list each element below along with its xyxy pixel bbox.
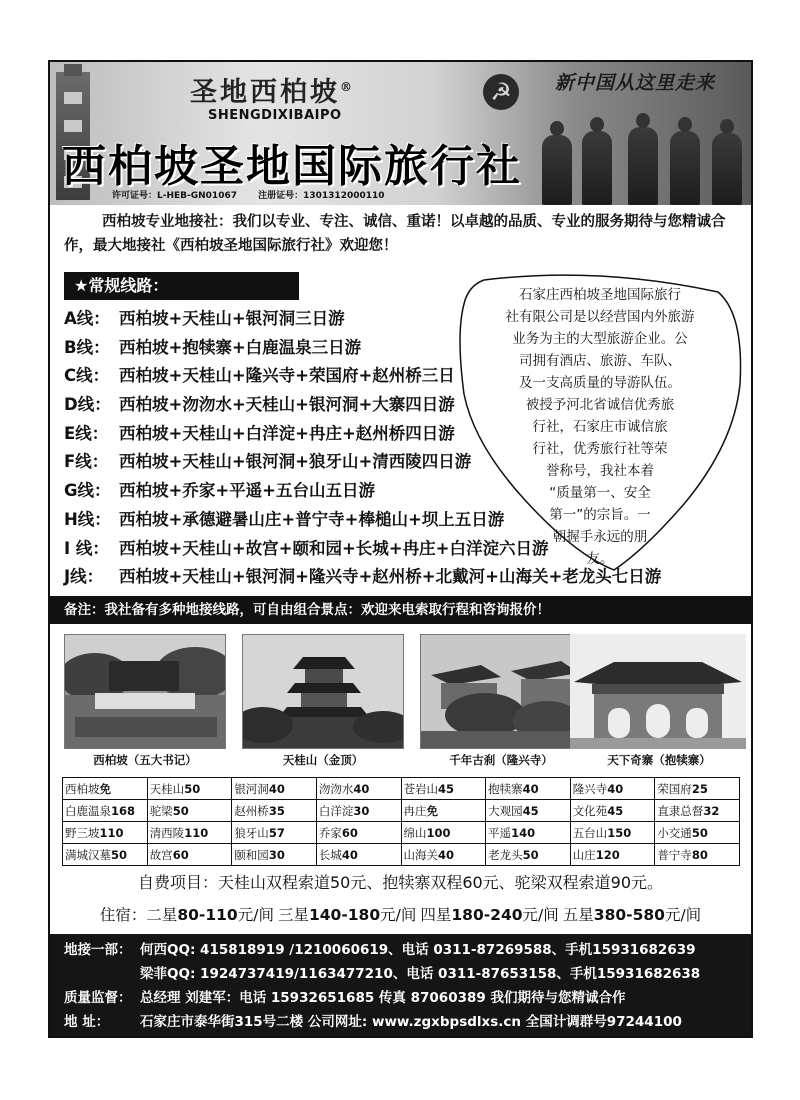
route-code: C线： [64,366,110,386]
price-cell [655,822,740,844]
price-cell [570,844,655,866]
price-range: 80-110 [177,906,238,924]
price-range: 380-580 [593,906,665,924]
attraction-name: 银河洞 [234,781,269,796]
ticket-price: 40 [353,781,370,796]
contact-row [64,986,751,1010]
attraction-name: 山海关 [403,847,438,862]
contact-value: 梁菲QQ: 1924737419/1163477210、电话 0311-87653158、手机15931682638 [140,966,701,982]
ticket-price: 45 [522,803,539,818]
license-line [112,188,403,201]
ticket-price: 50 [184,781,201,796]
price-cell [401,800,486,822]
routes-heading: ★常规线路： [64,272,299,300]
price-unit: 元/间 [664,906,702,924]
price-row [63,822,740,844]
company-text-line: 第一”的宗旨。一 [549,507,651,523]
attraction-name: 苍岩山 [403,781,438,796]
route-text: 西柏坡+乔家+平遥+五台山五日游 [119,481,375,501]
price-cell [316,844,401,866]
route-code: I 线： [64,538,109,558]
star-level: 二星 [146,906,178,924]
price-cell [316,822,401,844]
register-number: 注册证号：1301312000110 [258,191,385,201]
ticket-price: 25 [691,781,708,796]
photo-caption: 天桂山（金顶） [282,753,364,767]
attraction-name: 绵山 [403,825,427,840]
price-cell [486,822,571,844]
route-code: F线： [64,452,109,472]
price-cell [401,822,486,844]
price-row [63,778,740,800]
route-text: 西柏坡+天桂山+白洋淀+冉庄+赵州桥四日游 [119,423,455,443]
stay-label: 住宿： [99,906,147,924]
company-text-line: 石家庄西柏坡圣地国际旅行 [519,287,681,303]
stay-item [420,906,558,924]
attraction-name: 乔家 [318,825,342,840]
stay-item [278,906,416,924]
ticket-price: 40 [268,781,285,796]
price-cell [316,800,401,822]
photo-tianguishan [242,634,404,749]
attraction-name: 白洋淀 [318,803,354,818]
attraction-name: 故宫 [149,847,173,862]
star-level: 五星 [562,906,594,924]
contact-value: 总经理 刘建军：电话 15932651685 传真 87060389 我们期待与您精诚合作 [140,990,626,1006]
attraction-name: 狼牙山 [234,825,269,840]
price-cell [655,778,740,800]
ticket-price: 30 [353,803,370,818]
company-text-line: 誉称号，我社本着 [546,463,654,479]
attraction-name: 沕沕水 [318,781,354,796]
ticket-price: 35 [268,803,285,818]
ticket-price: 57 [268,825,285,840]
contact-row [64,938,751,962]
ticket-price: 免 [426,803,438,818]
photo-caption: 西柏坡（五大书记） [93,753,197,767]
route-text: 西柏坡+天桂山+隆兴寺+荣国府+赵州桥三日 [119,366,455,386]
photo-baoduzhai [570,634,746,749]
ticket-price: 60 [341,825,358,840]
company-text-line: 朝握手永远的朋 [552,529,648,545]
ticket-price: 40 [522,781,539,796]
route-text: 西柏坡+承德避暑山庄+普宁寺+棒槌山+坝上五日游 [119,509,505,529]
price-range: 180-240 [451,906,523,924]
price-cell [570,800,655,822]
price-cell [232,778,317,800]
price-cell [570,822,655,844]
contact-value: 石家庄市泰华街315号二楼 公司网址: www.zgxbpsdlxs.cn 全国计调群号97244100 [140,1014,682,1030]
attraction-name: 隆兴寺 [572,781,608,796]
ticket-price: 50 [691,825,708,840]
attraction-name: 长城 [318,847,342,862]
company-text [480,284,720,570]
company-text-line: 业务为主的大型旅游企业。公 [512,331,688,347]
price-cell [147,778,232,800]
ticket-price: 45 [607,803,624,818]
price-cell [232,822,317,844]
price-cell [63,778,148,800]
stay-item [146,906,274,924]
attraction-name: 山庄 [572,847,596,862]
attraction-name: 大观园 [488,803,523,818]
calligraphy-slogan: 新中国从这里走来 [555,72,716,94]
price-unit: 元/间 [380,906,417,924]
optional-items: 自费项目：天桂山双程索道50元、抱犊寨双程60元、驼梁双程索道90元。 [137,873,664,892]
ticket-price: 80 [691,847,708,862]
price-cell [486,800,571,822]
route-text: 西柏坡+天桂山+银河洞+隆兴寺+赵州桥+北戴河+山海关+老龙头七日游 [119,567,662,587]
price-cell [147,844,232,866]
attraction-name: 满城汉墓 [65,847,111,862]
attraction-name: 天桂山 [149,781,185,796]
company-text-line: 行社，石家庄市诚信旅 [532,419,668,435]
license-number: 许可证号：L-HEB-GN01067 [112,191,237,201]
ticket-price: 40 [438,847,455,862]
price-cell [486,778,571,800]
price-unit: 元/间 [237,906,274,924]
ticket-price: 110 [184,825,209,840]
price-row [63,844,740,866]
route-code: B线： [64,337,110,357]
attraction-name: 野三坡 [65,825,100,840]
route-code: G线： [64,481,111,501]
price-cell [63,800,148,822]
photo-longxingsi [420,634,582,749]
route-text: 西柏坡+抱犊寨+白鹿温泉三日游 [119,337,362,357]
ticket-price: 免 [99,781,111,796]
attraction-name: 赵州桥 [234,803,269,818]
ticket-price: 30 [268,847,285,862]
attraction-name: 西柏坡 [65,781,100,796]
ticket-price: 100 [426,825,451,840]
ticket-price: 50 [111,847,128,862]
route-code: H线： [64,509,111,529]
accommodation-prices [50,900,751,930]
attraction-name: 冉庄 [403,803,427,818]
company-text-line: 行社，优秀旅行社等荣 [532,441,668,457]
route-text: 西柏坡+天桂山+银河洞+狼牙山+清西陵四日游 [119,452,472,472]
ticket-price: 50 [522,847,539,862]
price-unit: 元/间 [522,906,559,924]
company-text-line: 及一支高质量的导游队伍。 [519,375,681,391]
ticket-price: 120 [595,847,620,862]
attraction-name: 老龙头 [488,847,523,862]
contact-row [64,962,751,986]
contact-label: 地 址： [64,1014,110,1030]
price-cell [63,822,148,844]
company-text-line: 友。 [586,551,614,567]
photo-xibaipo [64,634,226,749]
ticket-price: 140 [511,825,536,840]
contact-row [64,1010,751,1034]
company-text-line: 被授予河北省诚信优秀旅 [525,397,675,413]
contact-value: 何西QQ: 415818919 /1210060619、电话 0311-87269588、手机15931682639 [140,942,696,958]
price-row [63,800,740,822]
price-cell [232,800,317,822]
route-code: E线： [64,423,109,443]
attraction-name: 文化苑 [572,803,608,818]
route-text: 西柏坡+沕沕水+天桂山+银河洞+大寨四日游 [119,395,455,415]
ticket-price-table [62,777,740,866]
company-text-line: 社有限公司是以经营国内外旅游 [505,309,695,325]
route-text: 西柏坡+天桂山+故宫+颐和园+长城+冉庄+白洋淀六日游 [119,538,549,558]
ticket-price: 40 [341,847,358,862]
price-cell [486,844,571,866]
price-cell [147,822,232,844]
ticket-price: 150 [607,825,632,840]
price-range: 140-180 [308,906,381,924]
attraction-name: 颐和园 [234,847,269,862]
ticket-price: 110 [99,825,124,840]
price-cell [655,844,740,866]
note-bar: 备注：我社备有多种地接线路，可自由组合景点：欢迎来电索取行程和咨询报价！ [50,596,751,624]
ticket-price: 168 [111,803,136,818]
route-text: 西柏坡+天桂山+银河洞三日游 [119,309,345,328]
route-code: D线： [64,395,111,415]
attraction-name: 直隶总督 [657,803,704,818]
contact-block [50,934,751,1036]
ticket-price: 60 [172,847,189,862]
star-level: 四星 [420,906,452,924]
attraction-name: 荣国府 [657,781,692,796]
attraction-name: 五台山 [572,825,608,840]
attraction-name: 驼梁 [149,803,173,818]
photo-caption: 千年古刹（隆兴寺） [449,753,553,767]
price-cell [232,844,317,866]
price-cell [63,844,148,866]
flyer [48,60,753,1038]
star-level: 三星 [277,906,309,924]
price-cell [147,800,232,822]
attraction-name: 抱犊寨 [488,781,523,796]
price-cell [401,844,486,866]
price-cell [401,778,486,800]
price-cell [316,778,401,800]
stay-item [563,906,701,924]
intro-paragraph: 西柏坡专业地接社：我们以专业、专注、诚信、重诺！以卓越的品质、专业的服务期待与您精诚合作，最大地接社《西柏坡圣地国际旅行社》欢迎您！ [64,214,726,254]
contact-label: 地接一部： [64,942,132,958]
ticket-price: 50 [172,803,189,818]
attraction-name: 小交通 [657,825,692,840]
attraction-name: 清西陵 [149,825,185,840]
ticket-price: 40 [607,781,624,796]
attraction-name: 白鹿温泉 [65,803,111,818]
ticket-price: 45 [438,781,455,796]
contact-label: 质量监督： [64,990,132,1006]
statues-image [530,114,751,205]
route-code: J线： [64,567,104,587]
price-cell [570,778,655,800]
ticket-price: 32 [703,803,720,818]
company-text-line: “质量第一、安全 [549,485,651,501]
banner [50,62,751,205]
attraction-name: 普宁寺 [657,847,692,862]
price-cell [655,800,740,822]
attraction-name: 平遥 [488,825,512,840]
agency-title: 西柏坡圣地国际旅行社 [62,141,522,192]
brand-logo-en: SHENGDIXIBAIPO [208,108,342,123]
brand-logo: 圣地西柏坡® [190,77,355,108]
company-text-line: 司拥有酒店、旅游、车队、 [519,353,681,369]
photo-caption: 天下奇寨（抱犊寨） [607,753,711,767]
route-code: A线： [64,309,110,328]
hammer-sickle-icon: ☭ [483,74,519,110]
